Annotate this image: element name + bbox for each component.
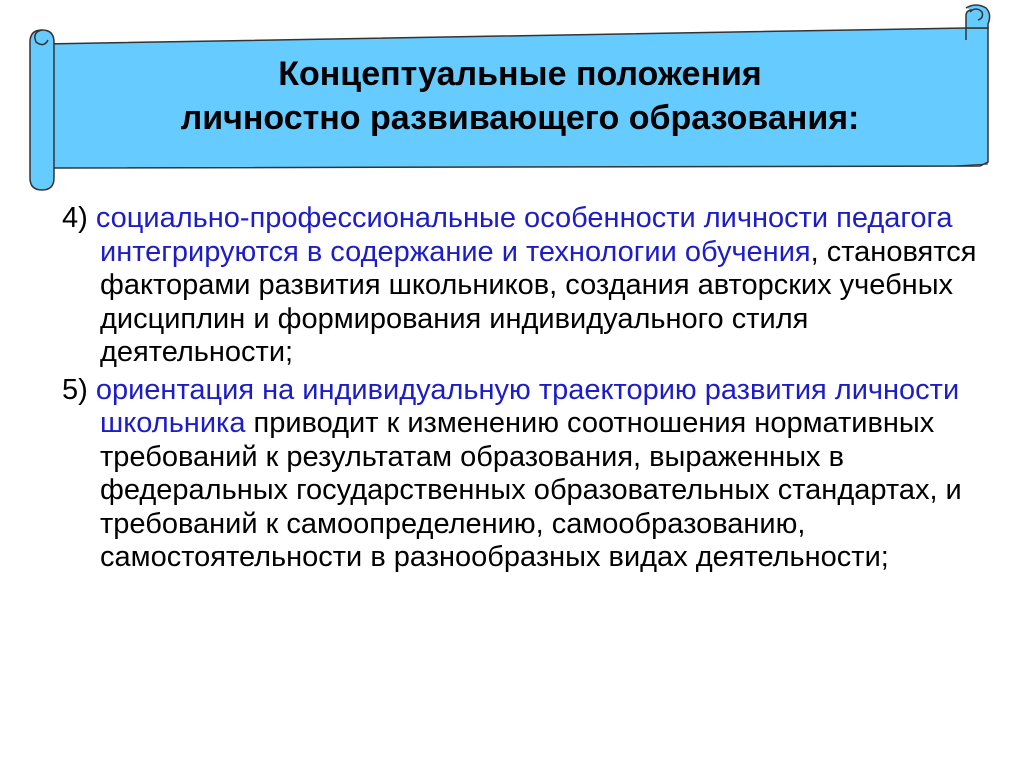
slide-title (60, 52, 980, 140)
list-item-4 (62, 202, 982, 370)
item-text: приводит к изменению соотношения нормативных требований к результатам образования, выраженных в федеральных государственных образовательных стандартах, и требований к самоопределению, самообразованию, самостоятельности в разнообразных видах деятельности; (100, 407, 962, 573)
title-line-2: личностно развивающего образования: (180, 99, 860, 137)
item-highlight: ориентация на индивидуальную траекторию развития личности школьника (95, 373, 960, 439)
item-number: 5) (62, 373, 96, 406)
item-number: 4) (62, 202, 96, 234)
list-item-5 (62, 374, 982, 575)
item-highlight: социально-профессиональные особенности личности педагога интегрируются в содержание и технологии обучения (95, 202, 953, 268)
content-list (62, 202, 982, 579)
title-line-1: Концептуальные положения (278, 55, 762, 93)
item-text: , становятся факторами развития школьников, создания авторских учебных дисциплин и формирования индивидуального стиля деятельности; (100, 235, 977, 368)
